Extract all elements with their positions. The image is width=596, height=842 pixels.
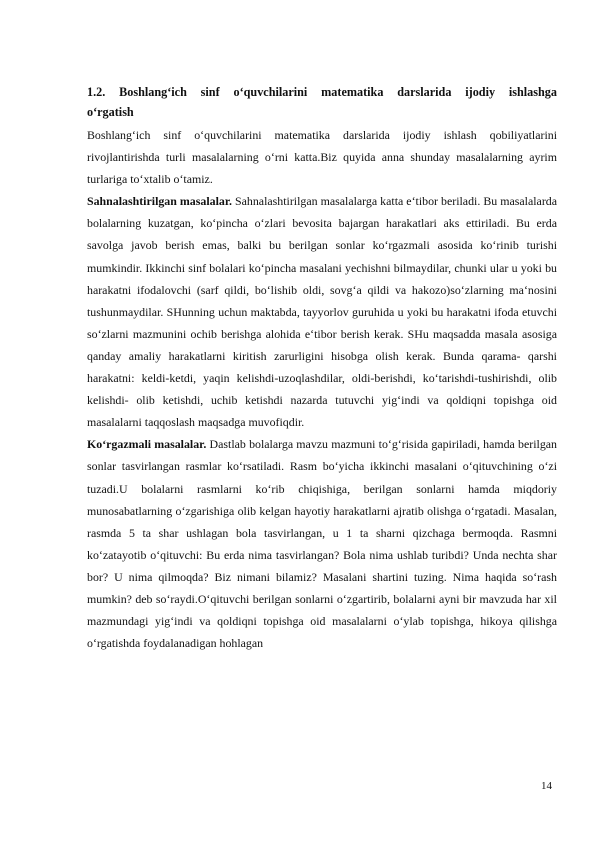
visual-problems-paragraph: [87, 433, 557, 654]
section-heading-line-1: 1.2. Boshlang‘ich sinf o‘quvchilarini matematika darslarida ijodiy ishlashga: [87, 85, 557, 99]
intro-paragraph: Boshlang‘ich sinf o‘quvchilarini matematika darslarida ijodiy ishlash qobiliyatlarini rivojlantirishda turli masalalarning o‘rni katta.Biz quyida anna shunday masalalarning ayrim turlariga to‘xtalib o‘tamiz.: [87, 128, 557, 187]
staged-problems-body: Sahnalashtirilgan masalalarga katta e‘tibor beriladi. Bu masalalarda bolalarning kuzatgan, ko‘pincha o‘zlari bevosita bajargan harakatlari aks ettiriladi. Bu erda savolga javob berish emas, balki bu berilgan sonlar ko‘rgazmali asosida ko‘rinib turishi mumkindir. Ikkinchi sinf bolalari ko‘pincha masalani yechishni bilmaydilar, chunki ular u yoki bu harakatni ifodalovchi (sarf qildi, bo‘lishib oldi, sovg‘a qildi va hakozo)so‘zlarning ma‘nosini tushunmaydilar. SHunning uchun maktabda, tayyorlov guruhida u yoki bu harakatni ifoda etuvchi so‘zlarni mazmunini ochib berishga alohida e‘tibor berish kerak. SHu maqsadda masala asosiga qanday amaliy harakatlarni kiritish zarurligini hisobga olish kerak. Bunda qarama- qarshi harakatni: keldi-ketdi, yaqin kelishdi-uzoqlashdilar, oldi-berishdi, ko‘tarishdi-tushirishdi, olib kelishdi- olib ketishdi, uchib ketishdi nazarda tutuvchi yig‘indi va qoldiqni topishga oid masalalarni taqqoslash maqsadga muvofiqdir.: [87, 194, 557, 430]
visual-problems-lead: Ko‘rgazmali masalalar.: [87, 437, 207, 452]
section-heading-line-2: o‘rgatish: [87, 105, 134, 119]
visual-problems-body: Dastlab bolalarga mavzu mazmuni to‘g‘risida gapiriladi, hamda berilgan sonlar tasvirlangan rasmlar ko‘rsatiladi. Rasm bo‘yicha ikkinchi masalani o‘qituvchining o‘zi tuzadi.U bolalarni rasmlarni ko‘rib chiqishiga, berilgan sonlarni hamda miqdoriy munosabatlarning o‘zgarishiga olib kelgan hayotiy harakatlarni ajratib olishga o‘rgatadi. Masalan, rasmda 5 ta shar ushlagan bola tasvirlangan, u 1 ta sharni qizchaga bermoqda. Rasmni ko‘zatayotib o‘qituvchi: Bu erda nima tasvirlangan? Bola nima ushlab turibdi? Unda nechta shar bor? U nima qilmoqda? Biz nimani bilamiz? Masalani shartini tuzing. Nima haqida so‘rash mumkin? deb so‘raydi.O‘qituvchi berilgan sonlarni o‘zgartirib, bolalarni ayni bir mavzuda har xil mazmundagi yig‘indi va qoldiqni topishga oid masalalarni o‘ylab topishga, hikoya qilishga o‘rgatishda foydalanadigan hohlagan: [87, 437, 557, 651]
section-heading: [87, 82, 557, 122]
staged-problems-paragraph: [87, 190, 557, 433]
document-page: [87, 82, 557, 654]
page-number: 14: [541, 780, 552, 792]
staged-problems-lead: Sahnalashtirilgan masalalar.: [87, 194, 232, 209]
